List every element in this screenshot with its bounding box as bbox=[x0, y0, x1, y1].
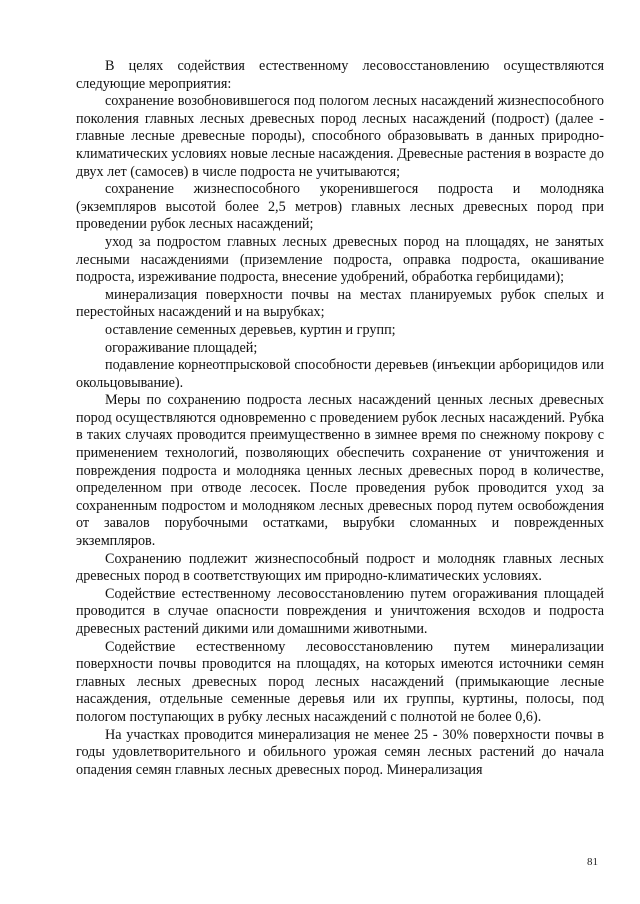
paragraph-fencing-assistance: Содействие естественному лесовосстановлению путем огораживания площадей проводится в случае опасности повреждения и уничтожения всходов и подроста древесных растений дикими или домашними животными. bbox=[76, 585, 604, 637]
paragraph-item-undergrowth-care: уход за подростом главных лесных древесных пород на площадях, не занятых лесными насаждениями (приземление подроста, оправка подроста, окашивание подроста, изреживание подроста, внесение удобрений, обработка гербицидами); bbox=[76, 233, 604, 286]
paragraph-mineralization-rate: На участках проводится минерализация не менее 25 - 30% поверхности почвы в годы удовлетворительного и обильного урожая семян лесных растений до начала опадения семян главных лесных древесных пород. Минерализация bbox=[76, 726, 604, 778]
paragraph-item-undergrowth-preservation: сохранение возобновившегося под пологом лесных насаждений жизнеспособного поколения главных лесных древесных пород лесных насаждений (подрост) (далее - главные лесные древесные породы), способного образовывать в данных природно-климатических условиях новые лесные насаждения. Древесные растения в возрасте до двух лет (самосев) в числе подроста не учитываются; bbox=[76, 93, 604, 180]
paragraph-item-soil-mineralization: минерализация поверхности почвы на местах планируемых рубок спелых и перестойных насаждений и на вырубках; bbox=[76, 286, 604, 321]
paragraph-undergrowth-measures: Меры по сохранению подроста лесных насаждений ценных лесных древесных пород осуществляются одновременно с проведением рубок лесных насаждений. Рубка в таких случаях проводится преимущественно в зимнее время по снежному покрову с применением технологий, позволяющих обеспечить сохранение от уничтожения и повреждения подроста и молодняка ценных лесных древесных пород в количестве, определенном при отводе лесосек. После проведения рубок проводится уход за сохраненным подростом и молодняком лесных древесных пород путем освобождения от завалов порубочными остатками, вырубки сломанных и поврежденных экземпляров. bbox=[76, 392, 604, 550]
paragraph-intro: В целях содействия естественному лесовосстановлению осуществляются следующие мероприятия: bbox=[76, 58, 604, 92]
paragraph-mineralization-assistance: Содействие естественному лесовосстановлению путем минерализации поверхности почвы проводится на площадях, на которых имеются источники семян главных лесных древесных пород лесных насаждений (примыкающие лесные насаждения, отдельные семенные деревья или их группы, куртины, полосы, под пологом поступающих в рубку лесных насаждений с полнотой не более 0,6). bbox=[76, 638, 604, 725]
paragraph-item-young-growth-preservation: сохранение жизнеспособного укоренившегося подроста и молодняка (экземпляров высотой более 2,5 метров) главных лесных древесных пород при проведении рубок лесных насаждений; bbox=[76, 181, 604, 233]
paragraph-preservation-scope: Сохранению подлежит жизнеспособный подрост и молодняк главных лесных древесных пород в соответствующих им природно-климатических условиях. bbox=[76, 550, 604, 585]
paragraph-item-fencing: огораживание площадей; bbox=[105, 339, 258, 356]
paragraph-item-seed-trees: оставление семенных деревьев, куртин и групп; bbox=[105, 321, 396, 338]
page-number: 81 bbox=[587, 856, 598, 868]
paragraph-item-root-suppression: подавление корнеотпрысковой способности деревьев (инъекции арборицидов или окольцовывание). bbox=[76, 357, 604, 391]
document-body bbox=[76, 58, 604, 779]
